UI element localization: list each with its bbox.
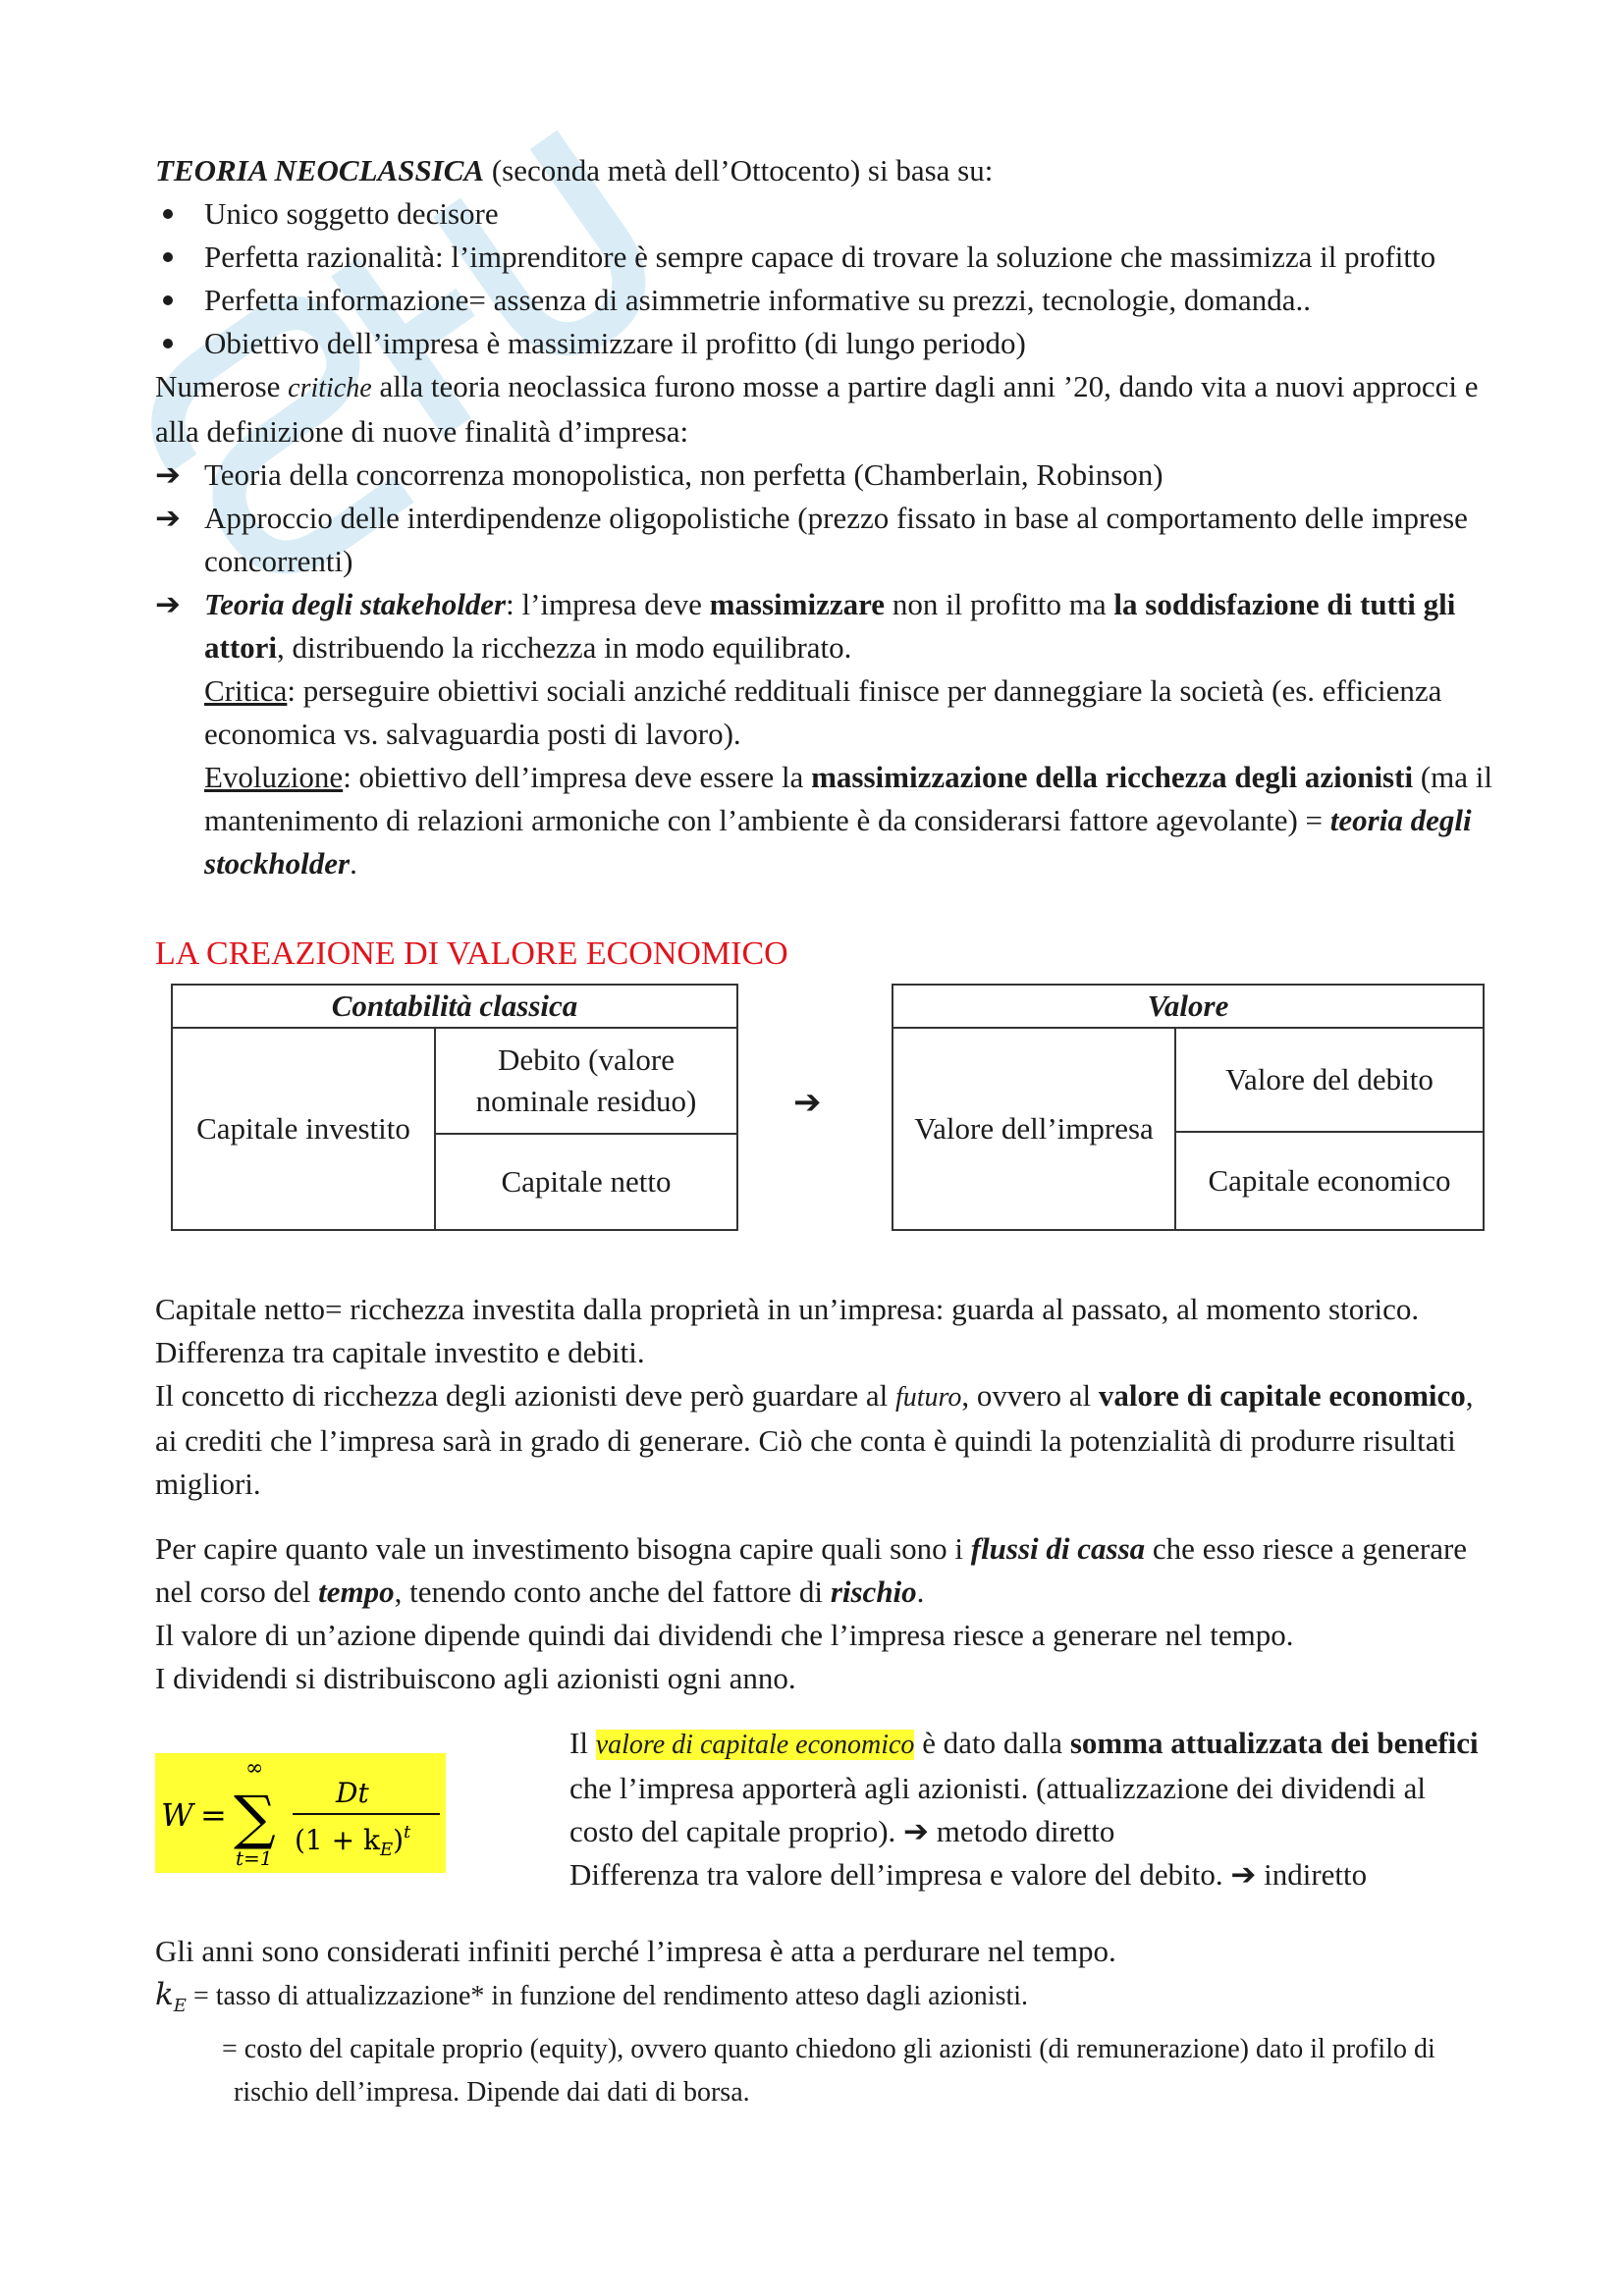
azione-paragraph: Il valore di un’azione dipende quindi dai dividendi che l’impresa riesce a generare nel tempo. — [155, 1618, 1294, 1652]
criticism-paragraph: Numerose critiche alla teoria neoclassica furono mosse a partire dagli anni ’20, dando vita a nuovi approcci e alla definizione di nuove finalità d’impresa: — [155, 369, 1479, 449]
arrow-right-icon: ➔ — [155, 457, 181, 492]
formula-numerator: Dt — [336, 1777, 369, 1809]
economic-capital-cell: Capitale economico — [1175, 1132, 1484, 1230]
sum-symbol: ∑ — [234, 1784, 276, 1852]
sum-upper-limit: ∞ — [245, 1756, 264, 1781]
ke-equity-cost: = costo del capitale proprio (equity), ovvero quanto chiedono gli azionisti (di remunerazione) dato il profilo di rischio dell’impresa. Dipende dai dati di borsa. — [222, 2034, 1435, 2109]
dividendi-paragraph: I dividendi si distribuiscono agli azionisti ogni anno. — [155, 1661, 796, 1695]
intro-line: TEORIA NEOCLASSICA (seconda metà dell’Ottocento) si basa su: — [155, 153, 994, 187]
evoluzione-paragraph: Evoluzione: obiettivo dell’impresa deve essere la massimizzazione della ricchezza degli azionisti (ma il mantenimento di relazioni armoniche con l’ambiente è da considerarsi fattore agevolante) = teoria degli stockholder. — [204, 760, 1492, 881]
value-header: Valore — [893, 985, 1484, 1028]
bullet-item: Perfetta razionalità: l’imprenditore è sempre capace di trovare la soluzione che massimizza il profitto — [155, 236, 1495, 279]
accounting-header: Contabilità classica — [172, 985, 737, 1028]
debt-cell: Debito (valore nominale residuo) — [435, 1028, 737, 1134]
ke-definition: $k_E$ = tasso di attualizzazione* in funzione del rendimento atteso dagli azionisti. — [155, 1977, 1029, 2017]
debt-value-cell: Valore del debito — [1175, 1028, 1484, 1132]
formula-section — [155, 1722, 1495, 1908]
value-formula — [155, 1753, 446, 1873]
document-body — [155, 149, 1495, 2114]
value-table — [892, 984, 1485, 1231]
arrow-right-icon: ➔ — [1230, 1857, 1257, 1892]
formula-explanation: Il valore di capitale economico è dato dalla somma attualizzata dei benefici che l’impresa apporterà agli azionisti. (attualizzazione dei dividendi al costo del capitale proprio). ➔ metodo diretto Differenza tra valore dell’impresa e valore del debito. ➔ indiretto — [569, 1726, 1479, 1892]
value-tables — [155, 984, 1495, 1239]
formula-graphic — [155, 1753, 446, 1873]
formula-denominator: $(1 + k_E)^t$ — [295, 1822, 411, 1860]
neoclassical-title: TEORIA NEOCLASSICA — [155, 153, 485, 187]
company-value-cell: Valore dell’impresa — [893, 1028, 1175, 1230]
accounting-table — [171, 984, 738, 1231]
sum-lower-limit: t=1 — [236, 1846, 273, 1870]
approach-stakeholder: ➔ Teoria degli stakeholder: l’impresa deve massimizzare non il profitto ma la soddisfazione di tutti gli attori, distribuendo la ricchezza in modo equilibrato. — [155, 583, 1495, 669]
anni-paragraph: Gli anni sono considerati infiniti perché l’impresa è atta a perdurare nel tempo. — [155, 1934, 1116, 1968]
formula-equals: = — [200, 1796, 227, 1834]
bullet-item: Obiettivo dell’impresa è massimizzare il profitto (di lungo periodo) — [155, 322, 1495, 365]
net-capital-cell: Capitale netto — [435, 1134, 737, 1230]
capitale-netto-paragraph: Capitale netto= ricchezza investita dalla proprietà in un’impresa: guarda al passato, al momento storico. Differenza tra capitale investito e debiti. — [155, 1292, 1420, 1369]
concetto-paragraph: Il concetto di ricchezza degli azionisti deve però guardare al futuro, ovvero al valore di capitale economico, ai crediti che l’impresa sarà in grado di generare. Ciò che conta è quindi la potenzialità di produrre risultati migliori. — [155, 1378, 1474, 1501]
invested-capital-cell: Capitale investito — [172, 1028, 435, 1230]
critica-paragraph: Critica: perseguire obiettivi sociali anziché reddituali finisce per danneggiare la società (es. efficienza economica vs. salvaguardia posti di lavoro). — [204, 673, 1442, 751]
section-title: LA CREAZIONE DI VALORE ECONOMICO — [155, 935, 788, 972]
flussi-paragraph: Per capire quanto vale un investimento bisogna capire quali sono i flussi di cassa che esso riesce a generare nel corso del tempo, tenendo conto anche del fattore di rischio. — [155, 1531, 1468, 1609]
formula-lhs: W — [161, 1796, 193, 1834]
approach-oligopolistic: ➔ Approccio delle interdipendenze oligopolistiche (prezzo fissato in base al comportamento delle imprese concorrenti) — [155, 497, 1495, 583]
ke-symbol: $k_E$ — [155, 1977, 187, 2017]
highlighted-term: valore di capitale economico — [595, 1730, 915, 1760]
approach-monopolistic: ➔ Teoria della concorrenza monopolistica, non perfetta (Chamberlain, Robinson) — [155, 454, 1495, 497]
arrow-right-icon: ➔ — [155, 501, 181, 535]
arrow-right-icon: ➔ — [903, 1814, 930, 1848]
arrow-right-icon: ➔ — [155, 587, 181, 621]
bullet-item: Perfetta informazione= assenza di asimmetrie informative su prezzi, tecnologie, domanda.. — [155, 279, 1495, 322]
arrow-right-icon: ➔ — [793, 1085, 822, 1121]
bullet-item: Unico soggetto decisore — [155, 192, 1495, 236]
